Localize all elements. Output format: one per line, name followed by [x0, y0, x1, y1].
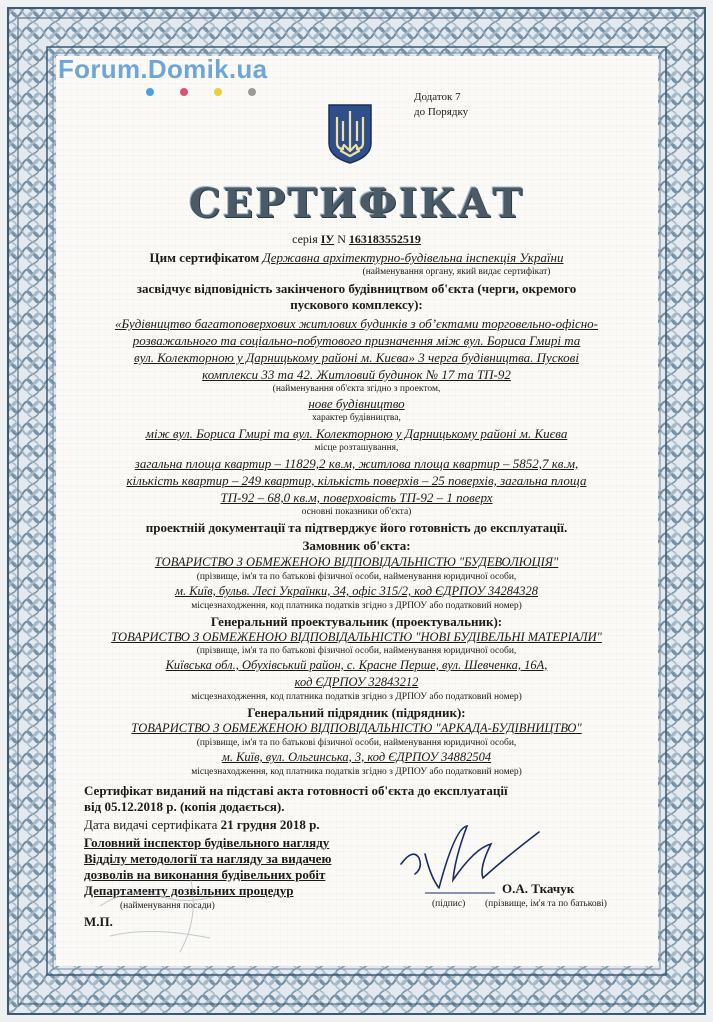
- basis-line-2: від 05.12.2018 р. (копія додається).: [84, 799, 285, 814]
- contractor-heading: Генеральний підрядник (підрядник):: [247, 705, 466, 720]
- addendum-note: [414, 90, 468, 120]
- signer-caption: (прізвище, ім'я та по батькові): [485, 899, 607, 909]
- attests-line-2: пускового комплексу):: [290, 297, 423, 312]
- series-line: [60, 232, 653, 247]
- location-value: між вул. Бориса Гмирі та вул. Колекторною у Дарницькому районі м. Києва: [145, 426, 568, 441]
- designer-address-2: код ЄДРПОУ 32843212: [294, 675, 419, 689]
- customer-heading: Замовник об'єкта:: [302, 538, 411, 553]
- issuer-caption: (найменування органу, який видає сертифікат): [362, 267, 551, 277]
- certificate-number: 163183552519: [348, 232, 421, 246]
- number-label: N: [337, 232, 346, 246]
- customer-name: ТОВАРИСТВО З ОБМЕЖЕНОЮ ВІДПОВІДАЛЬНІСТЮ "БУДЕВОЛЮЦІЯ": [154, 555, 559, 569]
- issue-date-label: Дата видачі сертифіката: [84, 817, 218, 832]
- designer-caption-2: місцезнаходження, код платника податків згідно з ДРПОУ або податковий номер): [191, 692, 522, 702]
- watermark-dot: [180, 88, 188, 96]
- issuer-line: [60, 250, 653, 266]
- issue-date-line: [84, 817, 677, 833]
- object-line-2: розважального та соціально-побутового призначення між вул. Бориса Гмирі та: [132, 333, 581, 348]
- contractor-address: м. Київ, вул. Ольгинська, 3, код ЄДРПОУ 34882504: [221, 750, 492, 764]
- issuer-name: Державна архітектурно-будівельна інспекція України: [262, 250, 564, 265]
- watermark-dot: [146, 88, 154, 96]
- contractor-name: ТОВАРИСТВО З ОБМЕЖЕНОЮ ВІДПОВІДАЛЬНІСТЮ "АРКАДА-БУДІВНИЦТВО": [131, 721, 582, 735]
- certificate-title: СЕРТИФІКАТ: [188, 180, 525, 227]
- designer-address-1: Київська обл., Обухівський район, с. Красне Перше, вул. Шевченка, 16А,: [165, 658, 548, 672]
- series-code: ІУ: [320, 232, 335, 246]
- watermark-dots: [146, 88, 256, 96]
- object-caption: (найменування об'єкта згідно з проектом,: [272, 384, 441, 394]
- basis-line-1: Сертифікат виданий на підставі акта готовності об'єкта до експлуатації: [84, 783, 508, 798]
- watermark-dot: [214, 88, 222, 96]
- indicators-line-3: ТП-92 – 68,0 кв.м, поверховість ТП-92 – 1 поверх: [220, 490, 493, 505]
- watermark-dot: [248, 88, 256, 96]
- seal-place: М.П.: [84, 914, 113, 929]
- customer-caption-2: місцезнаходження, код платника податків згідно з ДРПОУ або податковий номер): [191, 601, 522, 611]
- addendum-line-1: Додаток 7: [414, 91, 461, 103]
- object-line-4: комплекси 33 та 42. Житловий будинок № 17 та ТП-92: [202, 367, 511, 382]
- indicators-caption: основні показники об'єкта): [301, 507, 412, 517]
- designer-name: ТОВАРИСТВО З ОБМЕЖЕНОЮ ВІДПОВІДАЛЬНІСТЮ "НОВІ БУДІВЕЛЬНІ МАТЕРІАЛИ": [111, 630, 602, 644]
- customer-caption-1: (прізвище, ім'я та по батькові фізичної особи, найменування юридичної особи,: [196, 572, 517, 582]
- signature-caption: (підпис): [432, 899, 466, 909]
- contractor-caption-1: (прізвище, ім'я та по батькові фізичної особи, найменування юридичної особи,: [196, 738, 517, 748]
- object-line-1: «Будівництво багатоповерхових житлових будинків з об’єктами торговельно-офісно-: [114, 316, 599, 331]
- position-line-4: Департаменту дозвільних процедур: [84, 883, 294, 898]
- location-caption: місце розташування,: [314, 443, 399, 453]
- indicators-line-1: загальна площа квартир – 11829,2 кв.м, житлова площа квартир – 5852,7 кв.м,: [134, 456, 579, 471]
- addendum-line-2: до Порядку: [414, 106, 469, 118]
- designer-heading: Генеральний проектувальник (проектувальник):: [210, 614, 503, 629]
- compliance-statement: проектній документації та підтверджує його готовність до експлуатації.: [145, 520, 568, 535]
- position-line-1: Головний інспектор будівельного нагляду: [84, 835, 330, 850]
- issuer-intro: Цим сертифікатом: [149, 250, 260, 265]
- series-label: серія: [292, 232, 318, 246]
- customer-address: м. Київ, бульв. Лесі Українки, 34, офіс 315/2, код ЄДРПОУ 34284328: [174, 584, 538, 598]
- position-line-2: Відділу методології та нагляду за видачею: [84, 851, 332, 866]
- object-line-3: вул. Колекторною у Дарницькому районі м. Києва» 3 черга будівництва. Пускові: [134, 350, 579, 365]
- contractor-caption-2: місцезнаходження, код платника податків згідно з ДРПОУ або податковий номер): [191, 767, 522, 777]
- position-line-3: дозволів на виконання будівельних робіт: [84, 867, 326, 882]
- issue-date-value: 21 грудня 2018 р.: [220, 817, 320, 832]
- coat-of-arms-icon: [327, 103, 373, 165]
- watermark: Forum.Domik.ua: [58, 54, 268, 84]
- stamp-impression: [90, 866, 230, 956]
- indicators-line-2: кількість квартир – 249 квартир, кількість поверхів – 25 поверхів, загальна площа: [126, 473, 587, 488]
- character-caption: характер будівництва,: [312, 413, 401, 423]
- designer-caption-1: (прізвище, ім'я та по батькові фізичної особи, найменування юридичної особи,: [196, 646, 517, 656]
- attests-line-1: засвідчує відповідність закінченого будівництвом об'єкта (черги, окремого: [136, 281, 577, 296]
- signer-name: О.А. Ткачук: [502, 881, 575, 896]
- position-caption: (найменування посади): [120, 901, 215, 911]
- construction-character: нове будівництво: [308, 396, 405, 411]
